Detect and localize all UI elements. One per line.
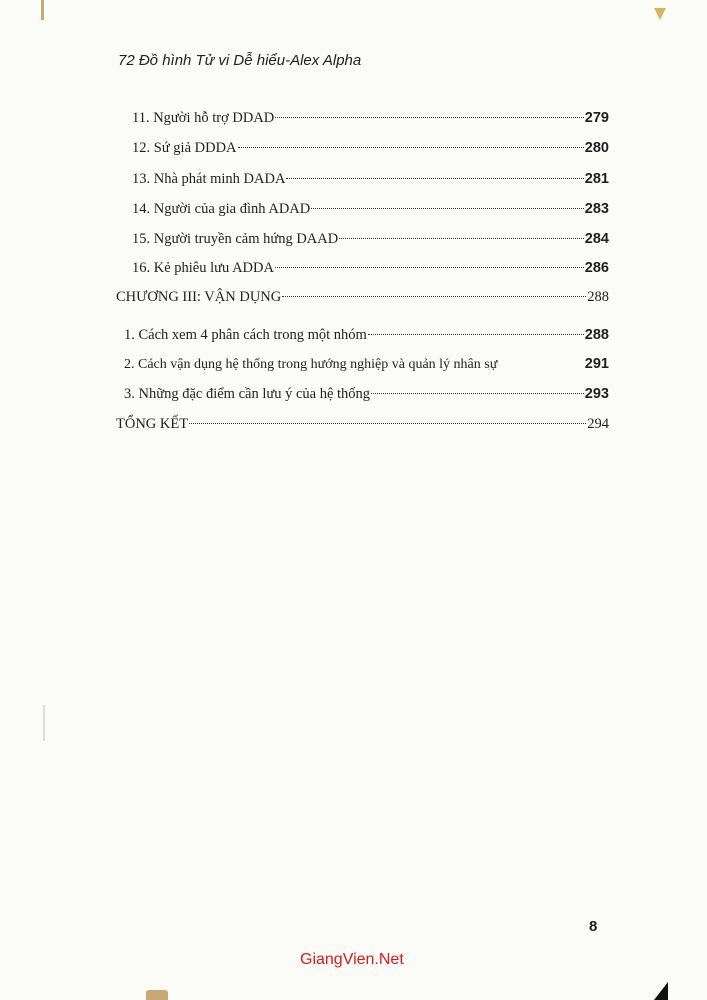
toc-entry-2[interactable] bbox=[124, 356, 609, 376]
scan-mark-bottom-right bbox=[654, 982, 668, 1000]
toc-entry-label: 1. Cách xem 4 phân cách trong một nhóm bbox=[124, 327, 367, 343]
scan-mark-left-edge bbox=[43, 705, 45, 741]
dot-leader bbox=[282, 296, 586, 297]
toc-entry-page: 293 bbox=[584, 386, 609, 402]
toc-entry-label: 13. Nhà phát minh DADA bbox=[132, 171, 286, 187]
toc-entry-label: 3. Những đặc điểm cần lưu ý của hệ thống bbox=[124, 386, 371, 402]
toc-chapter-label: TỔNG KẾT bbox=[116, 416, 189, 432]
scan-mark-top-left bbox=[41, 0, 44, 20]
dot-leader bbox=[311, 208, 584, 209]
dot-leader bbox=[368, 334, 584, 335]
toc-entry-label: 15. Người truyền cảm hứng DAAD bbox=[132, 231, 339, 247]
scan-mark-top-right bbox=[654, 8, 666, 20]
toc-entry-page: 288 bbox=[584, 327, 609, 343]
toc-chapter-label: CHƯƠNG III: VẬN DỤNG bbox=[116, 289, 282, 305]
toc-entry-page: 280 bbox=[584, 140, 609, 156]
toc-entry-14[interactable] bbox=[132, 201, 609, 221]
dot-leader bbox=[238, 147, 584, 148]
watermark-text: GiangVien.Net bbox=[300, 951, 404, 968]
toc-entry-12[interactable] bbox=[132, 140, 609, 160]
book-title-header: 72 Đồ hình Tử vi Dễ hiểu-Alex Alpha bbox=[118, 52, 362, 69]
page-number: 8 bbox=[589, 918, 598, 935]
toc-entry-page: 288 bbox=[587, 289, 609, 305]
toc-entry-15[interactable] bbox=[132, 231, 609, 251]
toc-entry-page: 294 bbox=[587, 416, 609, 432]
dot-leader bbox=[339, 238, 584, 239]
toc-entry-page: 284 bbox=[584, 231, 609, 247]
toc-entry-label: 16. Kẻ phiêu lưu ADDA bbox=[132, 260, 274, 276]
scan-mark-bottom-left bbox=[146, 990, 168, 1000]
toc-entry-label: 2. Cách vận dụng hệ thống trong hướng nghiệp và quản lý nhân sự bbox=[124, 357, 498, 372]
dot-leader bbox=[371, 393, 584, 394]
toc-entry-3[interactable] bbox=[124, 386, 609, 406]
toc-entry-1[interactable] bbox=[124, 327, 609, 347]
toc-entry-page: 286 bbox=[584, 260, 609, 276]
toc-entry-label: 11. Người hỗ trợ DDAD bbox=[132, 110, 275, 126]
toc-entry-page: 279 bbox=[584, 110, 609, 126]
dot-leader bbox=[189, 423, 586, 424]
toc-entry-page: 291 bbox=[584, 356, 609, 372]
toc-entry-11[interactable] bbox=[132, 110, 609, 130]
dot-leader bbox=[275, 267, 584, 268]
toc-chapter-iii[interactable] bbox=[116, 289, 609, 309]
toc-entry-page: 283 bbox=[584, 201, 609, 217]
dot-leader bbox=[286, 178, 583, 179]
dot-leader bbox=[275, 117, 584, 118]
toc-entry-13[interactable] bbox=[132, 171, 609, 191]
toc-entry-page: 281 bbox=[584, 171, 609, 187]
toc-entry-label: 14. Người của gia đình ADAD bbox=[132, 201, 311, 217]
toc-entry-label: 12. Sứ giả DDDA bbox=[132, 140, 237, 156]
toc-summary[interactable] bbox=[116, 416, 609, 436]
toc-entry-16[interactable] bbox=[132, 260, 609, 280]
